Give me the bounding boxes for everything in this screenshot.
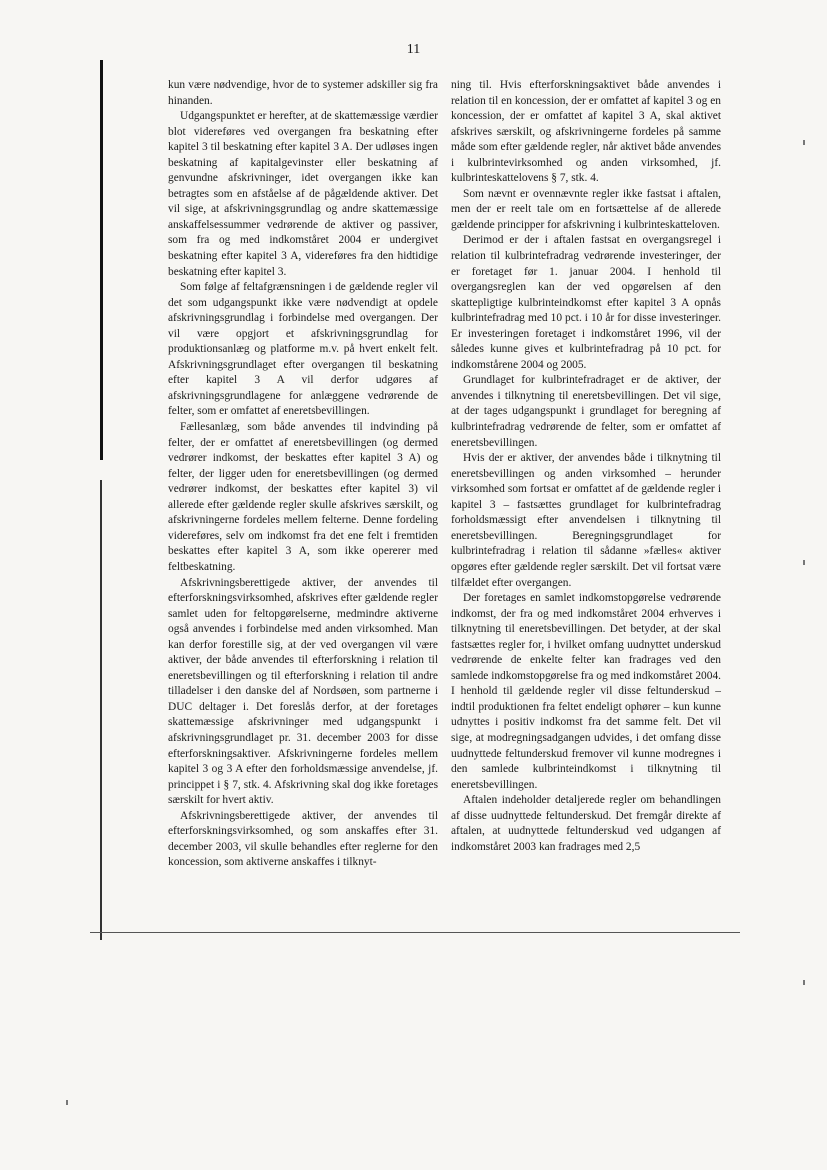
paragraph: Som følge af feltafgrænsningen i de gældende regler vil det som udgangspunkt ikke være nødvendigt at opdele afskrivningsgrundlag i forbindelse med overgangen. Der vil være opgjort et afskrivningsgrundlag for produktionsanlæg og platforme m.v. på hvert enkelt felt. Afskrivningsgrundlaget efter overgangen til beskatning efter kapitel 3 A vil derfor udgøres af afskrivningsgrundlagene for anlæggene vedrørende de felter, som er omfattet af eneretsbevillingen. [168,281,438,418]
paragraph: Derimod er der i aftalen fastsat en overgangsregel i relation til kulbrintefradrag vedrørende investeringer, der er foretaget før 1. januar 2004. I henhold til overgangsreglen kan der ved opgørelsen af den skattepligtige kulbrinteindkomst efter kapitel 3 A opnås kulbrintefradrag med 10 pct. i 10 år for disse investeringer. Er investeringen foretaget i indkomståret 1996, vil der således kunne gives et kulbrintefradrag på 10 pct. for indkomstårene 2004 og 2005. [451,234,721,371]
paragraph: Hvis der er aktiver, der anvendes både i tilknytning til eneretsbevillingen og anden virksomhed – herunder virksomhed som fortsat er omfattet af de gældende regler i kapitel 3 – fastsættes grundlaget for kulbrintefradrag forholdsmæssigt efter anvendelsen i tilknytning til eneretsbevillingen. Beregningsgrundlaget for kulbrintefradrag i relation til sådanne »fælles« aktiver opgøres efter gældende regler særskilt. Det vil fortsat være tilfældet efter overgangen. [451,452,721,589]
paragraph: Afskrivningsberettigede aktiver, der anvendes til efterforskningsvirksomhed, afskrives efter gældende regler samlet uden for feltopgørelserne, medmindre aktiverne også anvendes i forbindelse med anden virksomhed. Man kan derfor forestille sig, at der ved overgangen vil være aktiver, der både anvendes til efterforskning i relation til eneretsbevillingen og til efterforskning i relation til andre tilladelser i den danske del af Nordsøen, som partnerne i DUC deltager i. Det foreslås derfor, at der foretages skattemæssige afskrivninger med udgangspunkt i afskrivningsgrundlaget pr. 31. december 2003 for disse efterforskningsaktiver. Afskrivningerne fordeles mellem kapitel 3 og 3 A efter den forholdsmæssige anvendelse, jf. princippet i § 7, stk. 4. Afskrivning skal dog ikke foretages særskilt for hvert aktiv. [168,576,438,807]
binding-edge [100,60,103,460]
scan-rule [90,932,740,933]
paragraph: Grundlaget for kulbrintefradraget er de aktiver, der anvendes i tilknytning til eneretsbevillingen. Det vil sige, at der tages udgangspunkt i grundlaget for beregning af kulbrintefradrag vedrørende de felter, som er omfattet af eneretsbevillingen. [451,374,721,449]
scan-mark [803,560,805,565]
paragraph: ning til. Hvis efterforskningsaktivet både anvendes i relation til en koncession, der er omfattet af kapitel 3 og en koncession, der er omfattet af kapitel 3 A, skal aktivet afskrives særskilt, og afskrivningerne fordeles på samme måde som efter gældende regler, når aktivet både anvendes i kulbrintevirksomhed og anden virksomhed, jf. kulbrinteskattelovens § 7, stk. 4. [451,79,721,185]
binding-edge-lower [100,480,102,940]
paragraph: Afskrivningsberettigede aktiver, der anvendes til efterforskningsvirksomhed, og som anskaffes efter 31. december 2003, vil skulle behandles efter reglerne for den koncession, som aktiverne anskaffes i tilknyt- [168,809,438,869]
left-column [168,78,438,871]
paragraph: Som nævnt er ovennævnte regler ikke fastsat i aftalen, men der er reelt tale om en fortsættelse af de allerede gældende principper for afskrivning i kulbrinteskatteloven. [451,187,721,231]
paragraph: Der foretages en samlet indkomstopgørelse vedrørende indkomst, der fra og med indkomståret 2004 erhverves i tilknytning til eneretsbevillingen. Det betyder, at der skal fastsættes regler for, i hvilket omfang uudnyttet underskud vedrørende de enkelte felter kan fradrages ved den samlede indkomstopgørelse fra og med indkomståret 2004. I henhold til gældende regler vil disse feltunderskud – indtil produktionen fra feltet endeligt ophører – kun kunne udnyttes i positiv indkomst fra det samme felt. Det vil sige, at modregningsadgangen udvides, i det omfang disse uudnyttede feltunderskud fremover vil kunne modregnes i den samlede kulbrinteindkomst i tilknytning til eneretsbevillingen. [451,592,721,791]
right-column [451,78,721,855]
scan-mark [803,980,805,985]
paragraph: Udgangspunktet er herefter, at de skattemæssige værdier blot videreføres ved overgangen fra beskatning efter kapitel 3 til beskatning efter kapitel 3 A. Der udløses ingen beskatning af kapitalgevinster eller beskatning af genvundne afskrivninger, idet overgangen ikke kan betragtes som en afståelse af de pågældende aktiver. Det vil sige, at afskrivningsgrundlag og andre skattemæssige anskaffelsessummer vedrørende de aktiver og passiver, som fra og med indkomståret 2004 er undergivet beskatning efter kapitel 3 A, videreføres fra den hidtidige beskatning efter kapitel 3. [168,110,438,278]
scan-mark [803,140,805,145]
paragraph: Aftalen indeholder detaljerede regler om behandlingen af disse uudnyttede feltunderskud. Det fremgår direkte af aftalen, at uudnyttede feltunderskud ved udgangen af indkomståret 2003 kan fradrages med 2,5 [451,794,721,853]
scan-mark [66,1100,68,1105]
paragraph: kun være nødvendige, hvor de to systemer adskiller sig fra hinanden. [168,79,438,107]
paragraph: Fællesanlæg, som både anvendes til indvinding på felter, der er omfattet af eneretsbevillingen (og dermed vedrører indkomst, der beskattes efter kapitel 3 A) og felter, der ligger uden for eneretsbevillingen (og dermed vedrører indkomst, der beskattes efter kapitel 3) vil allerede efter gældende regler skulle afskrives særskilt, og afskrivningerne fordeles mellem felterne. Denne fordeling videreføres, selv om indkomst fra det ene felt i fremtiden beskattes efter kapitel 3 A, som ikke opererer med feltbeskatning. [168,421,438,573]
page-number: 11 [406,42,421,57]
